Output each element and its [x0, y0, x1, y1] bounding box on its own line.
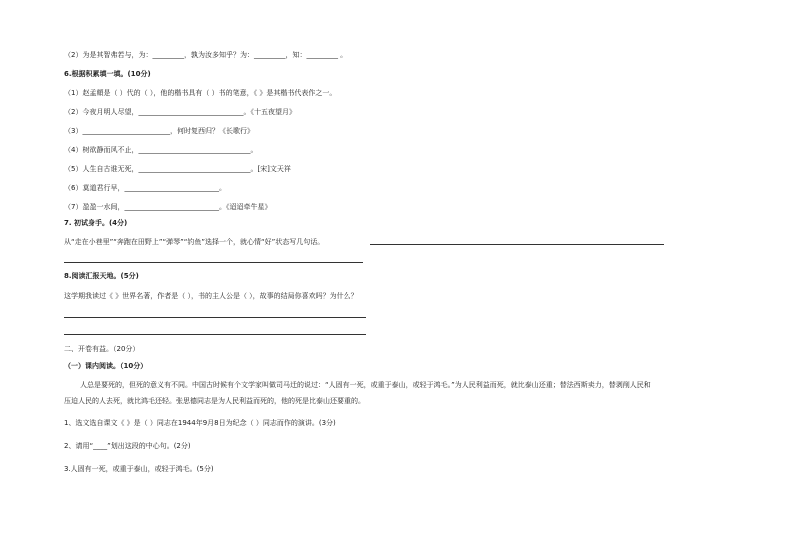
question-6-item-7: （7）盈盈一水间，___________________________。《迢迢牵牛星》 — [64, 203, 272, 211]
question-8-prompt: 这学期我读过《 》世界名著，作者是（ ），书的主人公是（ ），故事的结局你喜欢吗？为什么？ — [64, 292, 358, 300]
answer-line — [64, 317, 366, 318]
answer-line — [370, 244, 664, 245]
question-6-heading: 6.根据积累填一填。(10分) — [64, 70, 151, 78]
question-6-item-2: （2）今夜月明人尽望，______________________________。《十五夜望月》 — [64, 108, 296, 116]
question-8-heading: 8.阅读汇报天地。(5分) — [64, 272, 139, 280]
question-6-item-3: （3）_________________________，何时复西归？《长歌行》 — [64, 127, 254, 135]
reading-question-3: 3.人固有一死，或重于泰山，或轻于鸿毛。(5分) — [64, 465, 214, 473]
reading-question-2: 2、请用“____”划出这段的中心句。(2分) — [64, 442, 191, 450]
question-6-item-1: （1）赵孟頫是（ ）代的（ ），他的楷书具有（ ）书的笔意，《 》是其楷书代表作之一。 — [64, 89, 337, 97]
question-7-prompt: 从“走在小巷里”“奔跑在田野上”“弹琴”“钓鱼”选择一个，就心情“好”状态写几句话。 — [64, 238, 325, 246]
reading-heading: （一）课内阅读。（10分） — [64, 362, 148, 370]
question-6-item-6: （6）莫道君行早，___________________________。 — [64, 184, 226, 192]
answer-line — [64, 334, 366, 335]
question-6-item-4: （4）树欲静而风不止，________________________________。 — [64, 146, 258, 154]
answer-line — [64, 262, 363, 263]
reading-question-1: 1、选文选自课文《 》是（ ）同志在1944年9月8日为纪念（ ）同志而作的演讲。(3分) — [64, 419, 336, 427]
question-5-item-2: （2）为是其智弗若与，为：_________，孰为汝多知乎？为：_________，知：_________ 。 — [64, 51, 348, 59]
reading-passage-line-2: 压迫人民的人去死，就比鸿毛还轻。张思德同志是为人民利益而死的，他的死是比泰山还要重的。 — [64, 397, 365, 405]
question-7-heading: 7. 初试身手。(4分) — [64, 219, 128, 227]
question-6-item-5: （5）人生自古谁无死，________________________________。[宋]文天祥 — [64, 165, 291, 173]
section-2-heading: 二、开卷有益。（20分） — [64, 345, 140, 353]
reading-passage-line-1: 人总是要死的，但死的意义有不同。中国古时候有个文学家叫做司马迁的说过：“人固有一死，或重于泰山，或轻于鸿毛。”为人民利益而死，就比泰山还重；替法西斯卖力，替剥削人民和 — [80, 381, 651, 389]
